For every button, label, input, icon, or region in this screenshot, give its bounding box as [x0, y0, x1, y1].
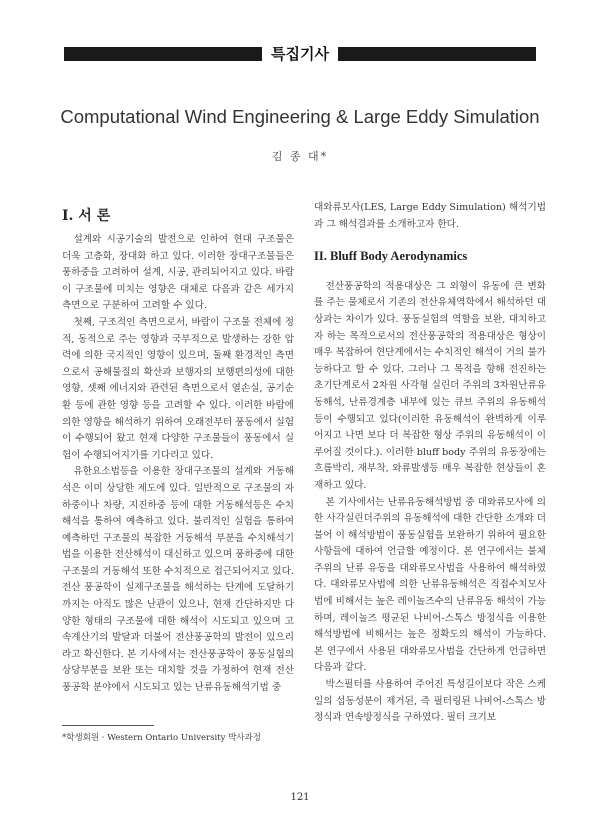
paragraph: 박스필터를 사용하여 주어진 특성길이보다 작은 스케일의 섭동성분이 제거된, 즉 필터링된 나비어-스톡스 방정식과 연속방정식을 구하였다. 필터 크기보 — [314, 679, 546, 724]
section-label: 특집기사 — [271, 45, 329, 63]
section-heading-bluff-body: II. Bluff Body Aerodynamics — [314, 249, 468, 264]
footnote-rule — [62, 725, 154, 726]
section-heading-introduction: I. 서 론 — [62, 208, 111, 224]
paragraph: 설계와 시공기술의 발전으로 인하여 현대 구조물은 더욱 고층화, 장대화 하고 있다. 이러한 장대구조물들은 풍하중을 고려하여 설계, 시공, 관리되어지고 있다. 바람이 구조물에 미치는 영향은 대체로 다음과 같은 세가지 측면으로 구분하여 고려할 수 있다. — [62, 234, 294, 312]
page-number: 121 — [290, 792, 310, 803]
paragraph: 본 기사에서는 난류유동해석방법 중 대와류모사에 의한 사각실린더주위의 유동해석에 대한 간단한 소개와 더불어 이 해석방법이 풍동실험을 보완하기 위하여 필요한 사항들에 대하여 언급할 예정이다. 본 연구에서는 불체주위의 난류 유동을 대와류모사법을 사용하여 해석하였다. 대와류모사법에 의한 난류유동해석은 직접수치모사법에 비해서는 높은 레이놀즈수의 난류유동 해석이 가능하며, 레이놀즈 평균된 나비어-스톡스 방정식을 이용한 해석방법에 비해서는 높은 정확도의 해석이 가능하다. 본 연구에서 사용된 대와류모사법을 간단하게 언급하면 다음과 같다. — [314, 496, 546, 674]
paragraph: 전산풍공학의 적용대상은 그 외형이 유동에 큰 변화를 주는 물체로서 기존의 전산유체역학에서 해석하던 대상과는 차이가 있다. 풍동실험의 역할을 보완, 대치하고자 하는 목적으로서의 전산풍공학의 적용대상은 형상이 매우 복잡하여 현단계에서는 수치적인 해석이 거의 불가능하다고 할 수 있다. 그러나 그 목적을 향해 전진하는 초기단계로서 2차원 사각형 실린더 주위의 3차원난류유동해석, 난류경계층 내부에 있는 큐브 주위의 유동해석등이 수행되고 있다(이러한 유동해석이 완벽하게 이루어지고 나면 보다 더 복잡한 형상 주위의 유동해석이 이루어질 것이다.). 이러한 bluff body 주위의 유동장에는 흐름박리, 재부착, 와류발생등 매우 복잡한 현상들이 혼재하고 있다. — [314, 280, 546, 491]
section-banner — [64, 42, 536, 66]
paragraph: 첫째, 구조적인 측면으로서, 바람이 구조물 전체에 정적, 동적으로 주는 영향과 국부적으로 발생하는 강한 압력에 의한 국지적인 영향이 있으며, 둘째 환경적인 측면으로서 공해물질의 확산과 보행자의 보행편의성에 대한 영향, 셋째 에너지와 관련된 측면으로서 열손실, 공기순환 등에 관한 영향 등을 고려할 수 있다. 이러한 바람에 의한 영향을 해석하기 위하여 오래전부터 풍동에서 실험이 수행되어 왔고 현재 다양한 구조물들이 풍동에서 실험이 수행되어지기를 기다리고 있다. — [62, 316, 294, 461]
footnote: *학생회원 · Western Ontario University 박사과정 — [62, 733, 261, 743]
article-author: 김 종 대* — [271, 150, 329, 163]
banner-bar-left — [64, 47, 262, 61]
paragraph: 대와류모사(LES, Large Eddy Simulation) 해석기법과 그 해석결과를 소개하고자 한다. — [314, 202, 546, 230]
banner-bar-right — [338, 47, 536, 61]
left-column — [62, 232, 294, 697]
paragraph: 유한요소법등을 이용한 장대구조물의 설계와 거동해석은 이미 상당한 제도에 있다. 일반적으로 구조물의 자하중이나 차량, 지진하중 등에 대한 거동해석등은 수치해석을 통하여 예측하고 있다. 불리적인 실험을 통하여 예측하던 구조물의 복잡한 거동해석 부분을 수치해석기법을 이용한 전산해석이 대신하고 있으며 풍하중에 대한 구조물의 거동해석 또한 수치적으로 접근되어지고 있다. 전산 풍공학이 실제구조물을 해석하는 단계에 도달하기까지는 아직도 많은 난관이 있으나, 현재 간단하지만 다양한 형태의 구조물에 대한 해석이 시도되고 있으며 고속계산기의 발달과 더불어 전산풍공학의 발전이 있으리라고 확신한다. 본 기사에서는 전산풍공학이 풍동실험의 상당부분을 보완 또는 대치할 것을 가정하여 현재 전산풍공학 분야에서 시도되고 있는 난류유동해석기법 중 — [62, 466, 294, 694]
article-title: Computational Wind Engineering & Large Eddy Simulation — [60, 106, 540, 127]
right-column — [314, 200, 546, 727]
